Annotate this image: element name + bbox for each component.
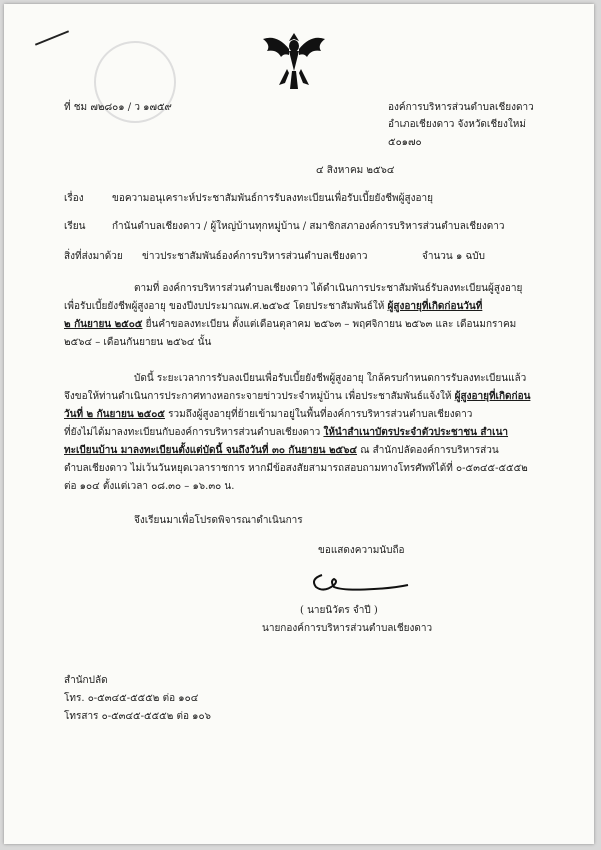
letter-date: ๔ สิงหาคม ๒๕๖๔ [316,165,395,176]
subject-label: เรื่อง [64,193,84,204]
emphasis-text: ทะเบียนบ้าน มาลงทะเบียนตั้งแต่บัดนี้ จนถึงวันที่ ๓๐ กันยายน ๒๕๖๔ [64,445,358,456]
paragraph-2-line-4: ที่ยังไม่ได้มาลงทะเบียนกับองค์การบริหารส่วนตำบลเชียงดาว ให้นำสำเนาบัตรประจำตัวประชาชน สำเนา [64,427,509,438]
org-name: องค์การบริหารส่วนตำบลเชียงดาว [388,102,534,113]
footer-office: สำนักปลัด [64,675,108,686]
emphasis-text: ๒ กันยายน ๒๕๐๕ [64,319,143,330]
paragraph-2-line-6: ตำบลเชียงดาว ไม่เว้นวันหยุดเวลาราชการ หากมีข้อสงสัยสามารถสอบถามทางโทรศัพท์ได้ที่ ๐-๕๓๔๕-๕๕๕๒ [64,463,528,474]
paragraph-2-line-1: บัดนี้ ระยะเวลาการรับลงเบียนเพื่อรับเบี้ยยังชีพผู้สูงอายุ ใกล้ครบกำหนดการรับลงทะเบียนแล้ว [134,373,527,384]
enclosure-text: ข่าวประชาสัมพันธ์องค์การบริหารส่วนตำบลเชียงดาว [142,251,368,262]
signature-icon [304,567,414,595]
org-district: อำเภอเชียงดาว จังหวัดเชียงใหม่ [388,119,526,130]
paragraph-1-line-2: เพื่อรับเบี้ยยังชีพผู้สูงอายุ ของปีงบประมาณพ.ศ.๒๕๖๕ โดยประชาสัมพันธ์ให้ ผู้สูงอายุที่เกิดก่อนวันที่ [64,301,483,312]
footer-fax: โทรสาร ๐-๕๓๔๕-๕๕๕๒ ต่อ ๑๐๖ [64,711,211,722]
subject-text: ขอความอนุเคราะห์ประชาสัมพันธ์การรับลงทะเบียนเพื่อรับเบี้ยยังชีพผู้สูงอายุ [112,193,433,204]
regards-text: ขอแสดงความนับถือ [318,545,405,556]
signatory-position: นายกองค์การบริหารส่วนตำบลเชียงดาว [262,623,433,634]
footer-phone: โทร. ๐-๕๓๔๕-๕๕๕๒ ต่อ ๑๐๔ [64,693,199,704]
emphasis-text: วันที่ ๒ กันยายน ๒๕๐๕ [64,409,165,420]
enclosure-count: จำนวน ๑ ฉบับ [422,251,485,262]
letter-page [4,4,594,844]
emphasis-text: ให้นำสำเนาบัตรประจำตัวประชาชน สำเนา [323,427,509,438]
signatory-name: ( นายนิวัตร จำปี ) [300,605,378,616]
paragraph-2-line-3: วันที่ ๒ กันยายน ๒๕๐๕ รวมถึงผู้สูงอายุที่ย้ายเข้ามาอยู่ในพื้นที่องค์การบริหารส่วนตำบลเชียงดาว [64,409,473,420]
emphasis-text: ผู้สูงอายุที่เกิดก่อน [454,391,531,402]
emphasis-text: ผู้สูงอายุที่เกิดก่อนวันที่ [387,301,483,312]
reference-number: ที่ ชม ๗๒๘๐๑ / ว ๑๗๕๙ [64,102,172,113]
garuda-emblem-icon [259,29,329,91]
paragraph-2-line-7: ต่อ ๑๐๔ ตั้งแต่เวลา ๐๘.๓๐ – ๑๖.๓๐ น. [64,481,235,492]
enclosure-label: สิ่งที่ส่งมาด้วย [64,251,123,262]
paragraph-1-line-4: ๒๕๖๔ – เดือนกันยายน ๒๕๖๔ นั้น [64,337,212,348]
paragraph-2-line-5: ทะเบียนบ้าน มาลงทะเบียนตั้งแต่บัดนี้ จนถึงวันที่ ๓๐ กันยายน ๒๕๖๔ ณ สำนักปลัดองค์การบริหารส่วน [64,445,499,456]
paragraph-1-line-3: ๒ กันยายน ๒๕๐๕ ยื่นคำขอลงทะเบียน ตั้งแต่เดือนตุลาคม ๒๕๖๓ – พฤศจิกายน ๒๕๖๓ และ เดือนมกราคม [64,319,517,330]
to-text: กำนันตำบลเชียงดาว / ผู้ใหญ่บ้านทุกหมู่บ้าน / สมาชิกสภาองค์การบริหารส่วนตำบลเชียงดาว [112,221,505,232]
paragraph-1-line-1: ตามที่ องค์การบริหารส่วนตำบลเชียงดาว ได้ดำเนินการประชาสัมพันธ์รับลงทะเบียนผู้สูงอายุ [134,283,523,294]
to-label: เรียน [64,221,86,232]
paragraph-2-line-2: จึงขอให้ท่านดำเนินการประกาศทางหอกระจายข่าวประจำหมู่บ้าน เพื่อประชาสัมพันธ์แจ้งให้ ผู้สูงอายุที่เกิดก่อน [64,391,531,402]
pen-mark [35,30,69,45]
closing-line: จึงเรียนมาเพื่อโปรดพิจารณาดำเนินการ [134,515,303,526]
org-postcode: ๕๐๑๗๐ [388,137,422,148]
